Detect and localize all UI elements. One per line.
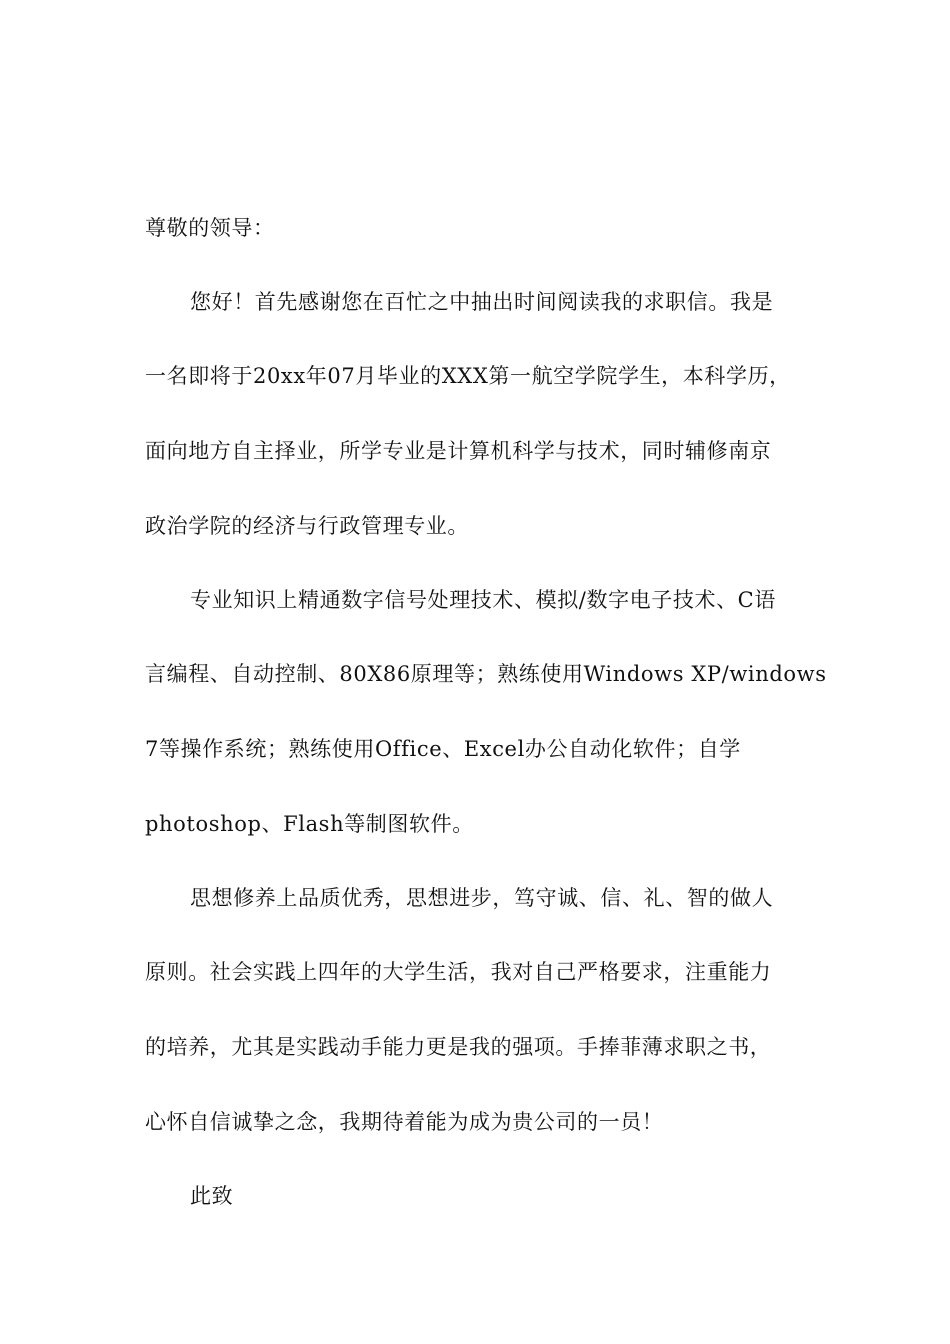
paragraph-1-line-2: 一名即将于20xx年07月毕业的XXX第一航空学院学生，本科学历， bbox=[145, 364, 791, 388]
paragraph-3-line-2: 原则。社会实践上四年的大学生活，我对自己严格要求，注重能力 bbox=[145, 960, 772, 984]
paragraph-3-line-3: 的培养，尤其是实践动手能力更是我的强项。手捧菲薄求职之书， bbox=[145, 1035, 772, 1059]
paragraph-1-line-4: 政治学院的经济与行政管理专业。 bbox=[145, 514, 469, 538]
closing: 此致 bbox=[190, 1184, 234, 1208]
paragraph-3-line-1: 思想修养上品质优秀，思想进步，笃守诚、信、礼、智的做人 bbox=[190, 886, 774, 910]
salutation: 尊敬的领导： bbox=[145, 216, 275, 240]
paragraph-1-line-3: 面向地方自主择业，所学专业是计算机科学与技术，同时辅修南京 bbox=[145, 439, 772, 463]
paragraph-2-line-4: photoshop、Flash等制图软件。 bbox=[145, 812, 474, 836]
paragraph-2-line-1: 专业知识上精通数字信号处理技术、模拟/数字电子技术、C语 bbox=[190, 588, 776, 612]
paragraph-1-line-1: 您好！首先感谢您在百忙之中抽出时间阅读我的求职信。我是 bbox=[190, 290, 774, 314]
paragraph-2-line-3: 7等操作系统；熟练使用Office、Excel办公自动化软件；自学 bbox=[145, 737, 741, 761]
paragraph-3-line-4: 心怀自信诚挚之念，我期待着能为成为贵公司的一员！ bbox=[145, 1110, 664, 1134]
paragraph-2-line-2: 言编程、自动控制、80X86原理等；熟练使用Windows XP/windows bbox=[145, 662, 827, 686]
